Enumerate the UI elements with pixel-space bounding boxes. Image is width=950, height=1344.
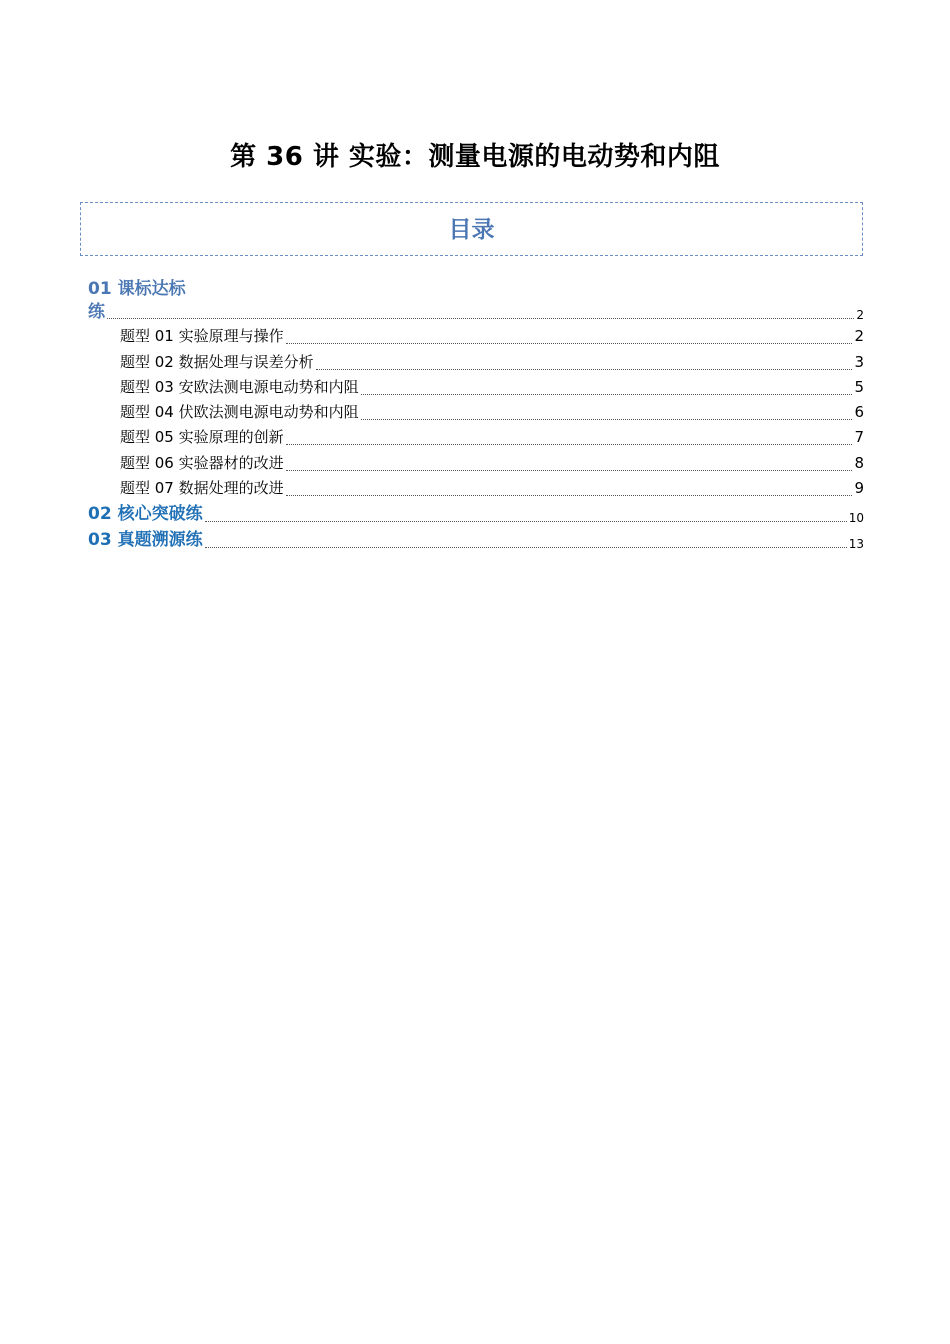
toc-dot-leader <box>286 470 853 471</box>
toc-heading-box <box>80 202 863 256</box>
page-title: 第 36 讲 实验：测量电源的电动势和内阻 <box>230 142 720 172</box>
toc-section-01-title[interactable]: 01 课标达标 <box>88 279 186 299</box>
toc-heading: 目录 <box>448 217 495 243</box>
toc-page-number: 10 <box>848 511 864 526</box>
table-of-contents <box>88 278 864 553</box>
toc-entry-type-03[interactable] <box>88 375 864 400</box>
toc-section-02-title: 02 核心突破练 <box>88 504 203 525</box>
toc-entry-label: 题型 03 安欧法测电源电动势和内阻 <box>120 377 359 396</box>
toc-entry-type-05[interactable] <box>88 425 864 450</box>
toc-page-number: 5 <box>854 377 864 396</box>
toc-dot-leader <box>205 521 847 522</box>
toc-page-number: 9 <box>854 479 864 498</box>
toc-entry-label: 题型 04 伏欧法测电源电动势和内阻 <box>120 403 359 422</box>
toc-page-number: 8 <box>854 453 864 472</box>
toc-dot-leader <box>286 343 853 344</box>
toc-dot-leader <box>107 318 854 319</box>
toc-dot-leader <box>361 394 853 395</box>
toc-entry-section-03[interactable] <box>88 527 864 553</box>
toc-entry-type-02[interactable] <box>88 349 864 374</box>
toc-entry-type-07[interactable] <box>88 476 864 501</box>
toc-section-01-title-continued: 练 <box>88 302 105 322</box>
toc-entry-type-04[interactable] <box>88 400 864 425</box>
toc-page-number: 13 <box>848 537 864 552</box>
toc-section-03-title: 03 真题溯源练 <box>88 530 203 551</box>
toc-entry-label: 题型 02 数据处理与误差分析 <box>120 352 314 371</box>
toc-page-number: 3 <box>854 352 864 371</box>
toc-entry-label: 题型 07 数据处理的改进 <box>120 479 284 498</box>
toc-dot-leader <box>286 495 853 496</box>
toc-entry-label: 题型 06 实验器材的改进 <box>120 453 284 472</box>
toc-dot-leader <box>361 419 853 420</box>
toc-entry-type-01[interactable] <box>88 324 864 349</box>
toc-entry-label: 题型 01 实验原理与操作 <box>120 327 284 346</box>
toc-entry-label: 题型 05 实验原理的创新 <box>120 428 284 447</box>
toc-page-number: 6 <box>854 403 864 422</box>
toc-dot-leader <box>286 444 853 445</box>
toc-dot-leader <box>205 547 847 548</box>
toc-dot-leader <box>316 369 853 370</box>
toc-entry-type-06[interactable] <box>88 450 864 475</box>
toc-entry-section-02[interactable] <box>88 501 864 527</box>
toc-page-number: 2 <box>854 327 864 346</box>
toc-page-number: 2 <box>856 308 864 322</box>
toc-page-number: 7 <box>854 428 864 447</box>
toc-entry-section-01[interactable] <box>88 300 864 324</box>
